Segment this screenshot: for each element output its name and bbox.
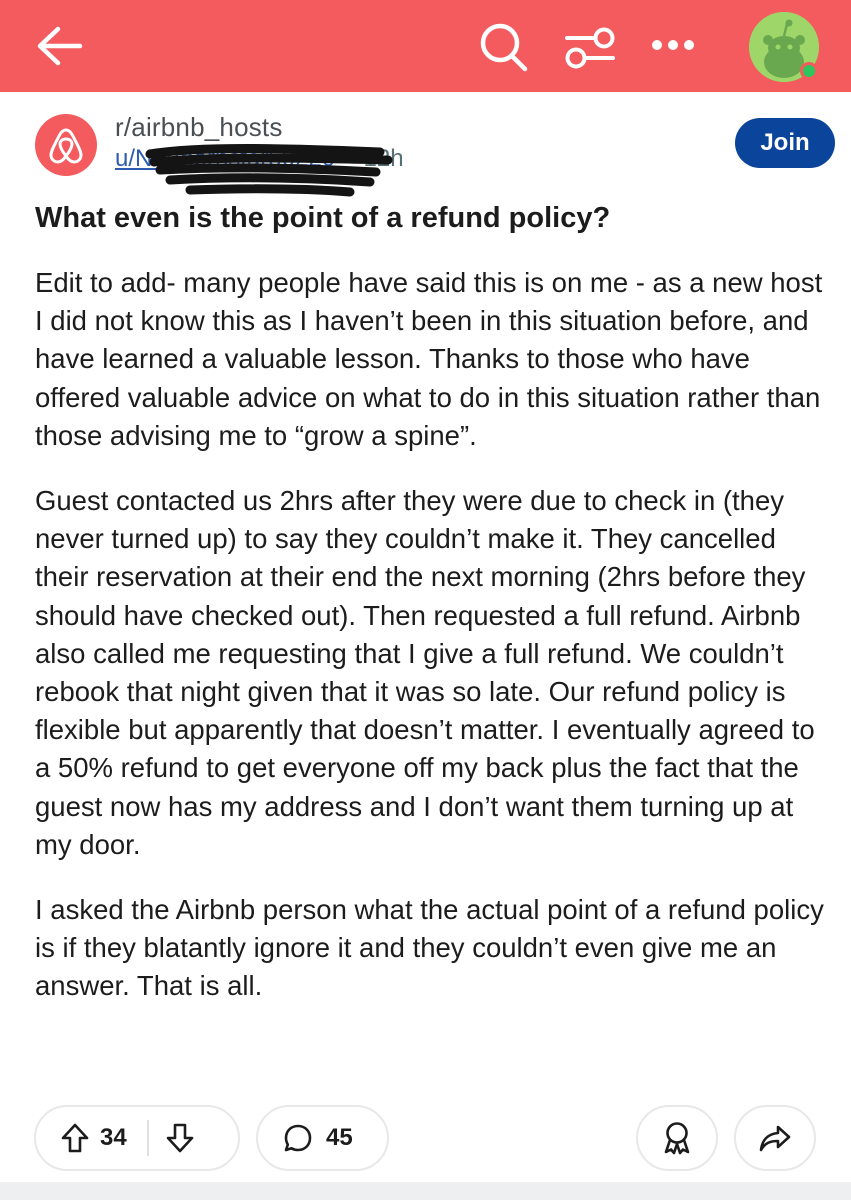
community-name[interactable]: r/airbnb_hosts [115, 112, 283, 142]
filter-icon[interactable] [560, 20, 620, 76]
post-paragraph: I asked the Airbnb person what the actual point of a refund policy is if they blatantly ignore it and they couldn’t even give me an answer. That is all. [35, 894, 824, 1002]
comments-button[interactable] [256, 1105, 389, 1171]
award-button[interactable] [636, 1105, 718, 1171]
comment-icon [282, 1122, 314, 1154]
community-avatar[interactable] [35, 114, 97, 176]
award-icon [660, 1120, 694, 1156]
downvote-icon[interactable] [165, 1122, 195, 1154]
post-body [35, 264, 835, 1033]
share-button[interactable] [734, 1105, 816, 1171]
join-button[interactable]: Join [735, 118, 835, 168]
top-app-bar [0, 0, 851, 92]
comment-count: 45 [326, 1124, 353, 1151]
upvote-count: 34 [100, 1124, 127, 1151]
post-paragraph: Edit to add- many people have said this is on me - as a new host I did not know this as I haven’t been in this situation before, and have learned a valuable lesson. Thanks to those who have offered valuable advice on what to do in this situation rather than those advising me to “grow a spine”. [35, 267, 823, 451]
author-name[interactable]: u/Northernstar50220 [115, 145, 336, 172]
meta-separator: • [347, 145, 356, 172]
more-options-icon[interactable] [648, 30, 698, 60]
redaction-scribble [140, 136, 400, 202]
search-icon[interactable] [474, 18, 532, 76]
upvote-icon[interactable] [60, 1122, 90, 1154]
back-arrow-icon[interactable] [30, 22, 86, 70]
post-paragraph: Guest contacted us 2hrs after they were due to check in (they never turned up) to say they couldn’t make it. They cancelled their reservation at their end the next morning (2hrs before they should have checked out). Then requested a full refund. Airbnb also called me requesting that I give a full refund. We couldn’t rebook that night given that it was so late. Our refund policy is flexible but apparently that doesn’t matter. I eventually agreed to a 50% refund to get everyone off my back plus the fact that the guest now has my address and I don’t want them turning up at my door. [35, 485, 815, 860]
share-icon [758, 1122, 792, 1154]
online-status-dot [800, 62, 818, 80]
post-age: 12h [363, 145, 404, 172]
vote-divider [147, 1120, 149, 1156]
vote-control [34, 1105, 240, 1171]
bottom-divider [0, 1182, 851, 1200]
post-title: What even is the point of a refund policy? [35, 202, 611, 234]
